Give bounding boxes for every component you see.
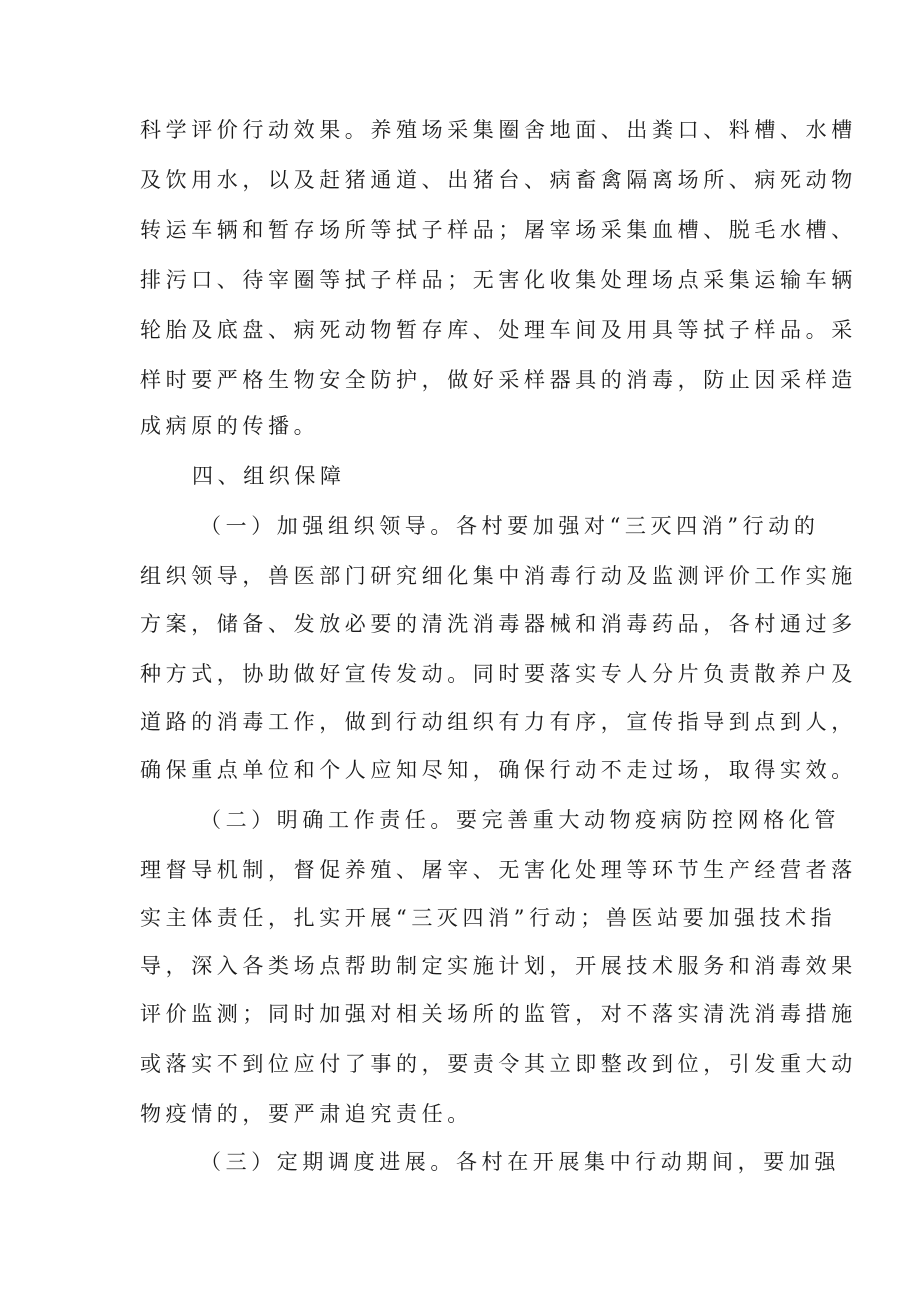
body-line: 种方式，协助做好宣传发动。同时要落实专人分片负责散养户及	[140, 662, 857, 686]
body-line: 轮胎及底盘、病死动物暂存库、处理车间及用具等拭子样品。采	[140, 318, 857, 342]
section-heading: 四、组织保障	[192, 464, 346, 488]
body-line: 物疫情的，要严肃追究责任。	[140, 1102, 473, 1126]
body-line: 转运车辆和暂存场所等拭子样品；屠宰场采集血槽、脱毛水槽、	[140, 218, 857, 242]
body-line: 方案，储备、发放必要的清洗消毒器械和消毒药品，各村通过多	[140, 612, 857, 636]
body-line: 评价监测；同时加强对相关场所的监管，对不落实清洗消毒措施	[140, 1002, 857, 1026]
body-line: 理督导机制，督促养殖、屠宰、无害化处理等环节生产经营者落	[140, 858, 857, 882]
body-line: 成病原的传播。	[140, 414, 320, 438]
body-line: 导，深入各类场点帮助制定实施计划，开展技术服务和消毒效果	[140, 954, 857, 978]
body-line: 科学评价行动效果。养殖场采集圈舍地面、出粪口、料槽、水槽	[140, 118, 857, 142]
body-line: 道路的消毒工作，做到行动组织有力有序，宣传指导到点到人，	[140, 710, 857, 734]
body-line: 排污口、待宰圈等拭子样品；无害化收集处理场点采集运输车辆	[140, 268, 857, 292]
paragraph-first-line: （一）加强组织领导。各村要加强对“三灭四消”行动的	[200, 514, 820, 538]
body-line: 样时要严格生物安全防护，做好采样器具的消毒，防止因采样造	[140, 368, 857, 392]
body-line: 实主体责任，扎实开展“三灭四消”行动；兽医站要加强技术指	[140, 906, 837, 930]
paragraph-first-line: （二）明确工作责任。要完善重大动物疫病防控网格化管	[200, 808, 840, 832]
body-line: 确保重点单位和个人应知尽知，确保行动不走过场，取得实效。	[140, 758, 857, 782]
paragraph-first-line: （三）定期调度进展。各村在开展集中行动期间，要加强	[200, 1150, 840, 1174]
body-line: 及饮用水，以及赶猪通道、出猪台、病畜禽隔离场所、病死动物	[140, 168, 857, 192]
body-line: 组织领导，兽医部门研究细化集中消毒行动及监测评价工作实施	[140, 564, 857, 588]
body-line: 或落实不到位应付了事的，要责令其立即整改到位，引发重大动	[140, 1052, 857, 1076]
